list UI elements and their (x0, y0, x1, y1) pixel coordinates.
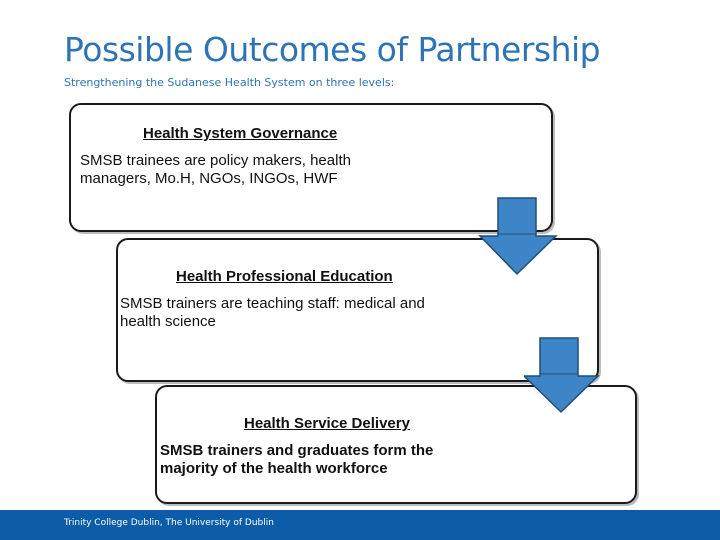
level-description: SMSB trainers are teaching staff: medical and health science (120, 295, 425, 330)
slide-title: Possible Outcomes of Partnership (64, 30, 601, 69)
level-heading: Health System Governance (143, 125, 338, 142)
slide-subtitle: Strengthening the Sudanese Health System on three levels: (64, 76, 395, 89)
level-heading: Health Service Delivery (244, 415, 410, 432)
footer-text: Trinity College Dublin, The University of Dublin (64, 518, 274, 528)
down-arrow-icon (478, 196, 558, 276)
footer-bar (0, 510, 720, 540)
level-heading: Health Professional Education (176, 268, 393, 285)
down-arrow-icon (524, 336, 604, 416)
level-description: SMSB trainees are policy makers, health managers, Mo.H, NGOs, INGOs, HWF (80, 152, 351, 187)
level-description: SMSB trainers and graduates form the majority of the health workforce (160, 442, 434, 477)
